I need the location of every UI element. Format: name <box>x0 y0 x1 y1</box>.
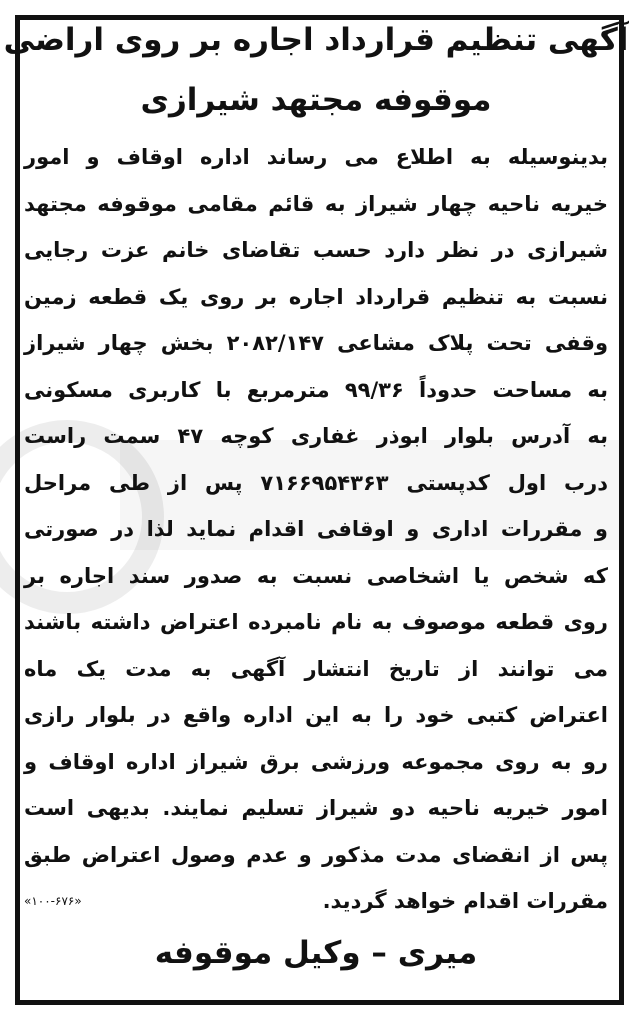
body-line: درب اول کدپستی ۷۱۶۶۹۵۴۳۶۳ پس از طی مراحل <box>24 470 608 495</box>
notice-body <box>24 134 608 925</box>
body-line: رو به روی مجموعه ورزشی برق شیراز اداره اوقاف و <box>24 749 608 774</box>
body-line: به مساحت حدوداً ۹۹/۳۶ مترمربع با کاربری مسکونی <box>24 377 609 402</box>
body-line: به آدرس بلوار ابوذر غفاری کوچه ۴۷ سمت راست <box>24 424 608 448</box>
body-line: پس از انقضای مدت مذکور و عدم وصول اعتراض طبق <box>24 842 608 867</box>
body-line: خیریه ناحیه چهار شیراز به قائم مقامی موقوفه مجتهد <box>24 191 608 216</box>
signature: میری – وکیل موقوفه <box>154 935 478 971</box>
body-last-line <box>24 878 608 925</box>
body-closing-text: مقررات اقدام خواهد گردید. <box>322 889 608 913</box>
body-line: و مقررات اداری و اوقافی اقدام نماید لذا در صورتی <box>24 517 608 541</box>
notice-title-line-2: موقوفه مجتهد شیرازی <box>140 82 492 118</box>
body-line: شیرازی در نظر دارد حسب تقاضای خانم عزت رجایی <box>24 238 608 262</box>
body-line: روی قطعه موصوف به نام نامبرده اعتراض داشته باشند <box>24 610 608 634</box>
body-line: بدینوسیله به اطلاع می رساند اداره اوقاف و امور <box>24 145 608 169</box>
body-line: که شخص یا اشخاصی نسبت به صدور سند اجاره بر <box>24 563 608 588</box>
reference-code: «۱۰۰-۶۷۶» <box>24 894 82 908</box>
body-line: اعتراض کتبی خود را به این اداره واقع در بلوار رازی <box>24 703 608 727</box>
notice-title-line-1: آگهی تنظیم قرارداد اجاره بر روی اراضی <box>3 22 629 58</box>
body-line: امور خیریه ناحیه دو شیراز تسلیم نمایند. بدیهی است <box>24 796 608 820</box>
body-line: می توانند از تاریخ انتشار آگهی به مدت یک ماه <box>24 656 608 681</box>
body-line: نسبت به تنظیم قرارداد اجاره بر روی یک قطعه زمین <box>24 284 608 309</box>
body-line: وقفی تحت پلاک مشاعی ۲۰۸۲/۱۴۷ بخش چهار شیراز <box>24 331 609 355</box>
